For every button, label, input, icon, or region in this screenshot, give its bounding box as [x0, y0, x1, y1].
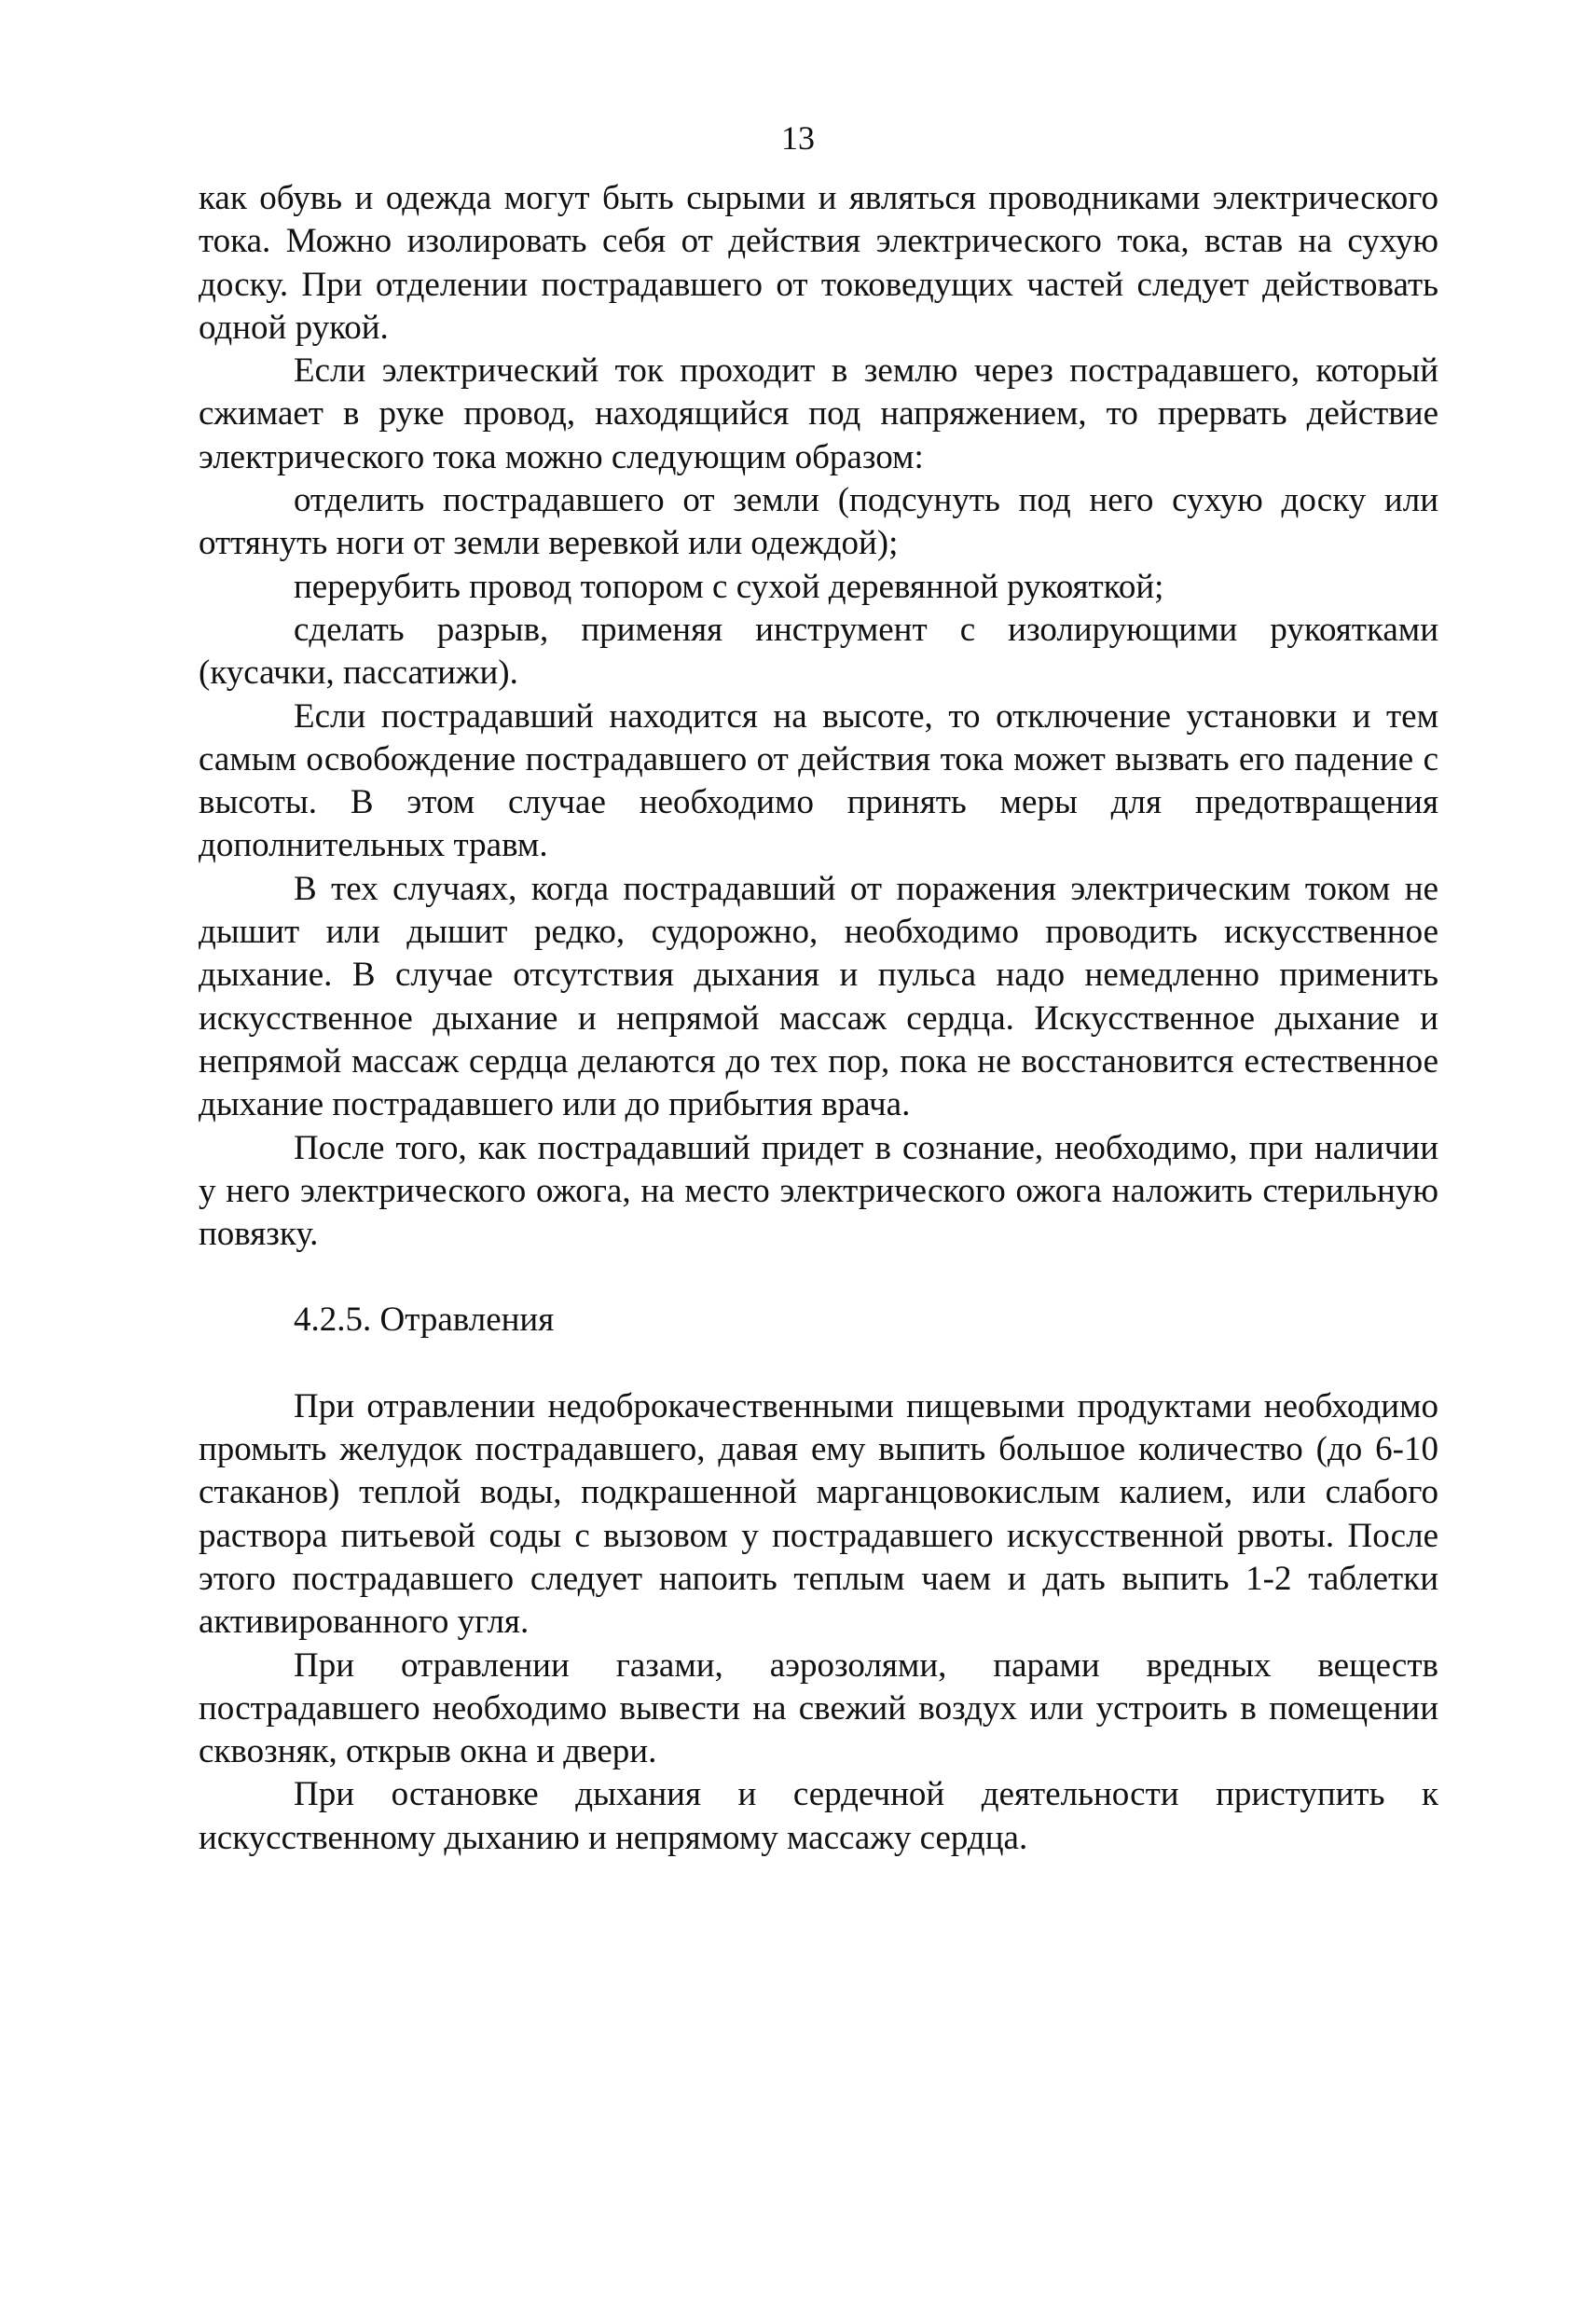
paragraph-cardiac-arrest: При остановке дыхания и сердечной деятельности приступить к искусственному дыханию и непрямому массажу сердца. — [199, 1775, 1438, 1857]
paragraph-gas-poisoning: При отравлении газами, аэрозолями, парами вредных веществ пострадавшего необходимо вывести на свежий воздух или устроить в помещении сквозняк, открыв окна и двери. — [199, 1645, 1438, 1771]
paragraph-burn-dressing: После того, как пострадавший придет в сознание, необходимо, при наличии у него электрического ожога, на место электрического ожога наложить стерильную повязку. — [199, 1128, 1438, 1254]
paragraph-height-danger: Если пострадавший находится на высоте, то отключение установки и тем самым освобождение пострадавшего от действия тока может вызвать его падение с высоты. В этом случае необходимо принять меры для предотвращения дополнительных травм. — [199, 696, 1438, 865]
document-body — [199, 177, 1438, 1860]
paragraph-current-path: Если электрический ток проходит в землю через пострадавшего, который сжимает в руке провод, находящийся под напряжением, то прервать действие электрического тока можно следующим образом: — [199, 351, 1438, 476]
paragraph-food-poisoning: При отравлении недоброкачественными пищевыми продуктами необходимо промыть желудок пострадавшего, давая ему выпить большое количество (до 6-10 стаканов) теплой воды, подкрашенной марганцовокислым калием, или слабого раствора питьевой соды с вызовом у пострадавшего искусственной рвоты. После этого пострадавшего следует напоить теплым чаем и дать выпить 1-2 таблетки активированного угля. — [199, 1386, 1438, 1642]
paragraph-artificial-respiration: В тех случаях, когда пострадавший от поражения электрическим током не дышит или дышит редко, судорожно, необходимо проводить искусственное дыхание. В случае отсутствия дыхания и пульса надо немедленно применить искусственное дыхание и непрямой массаж сердца. Искусственное дыхание и непрямой массаж сердца делаются до тех пор, пока не восстановится естественное дыхание пострадавшего или до прибытия врача. — [199, 869, 1438, 1124]
paragraph-continuation: как обувь и одежда могут быть сырыми и являться проводниками электрического тока. Можно изолировать себя от действия электрического тока, встав на сухую доску. При отделении пострадавшего от токоведущих частей следует действовать одной рукой. — [199, 179, 1438, 347]
section-heading: 4.2.5. Отравления — [294, 1301, 555, 1340]
paragraph-method-break: сделать разрыв, применяя инструмент с изолирующими рукоятками (кусачки, пассатижи). — [199, 610, 1438, 693]
page-number: 13 — [781, 119, 815, 157]
paragraph-method-separate: отделить пострадавшего от земли (подсунуть под него сухую доску или оттянуть ноги от земли веревкой или одеждой); — [199, 481, 1438, 563]
paragraph-method-cut-wire: перерубить провод топором с сухой деревянной рукояткой; — [294, 567, 1164, 606]
